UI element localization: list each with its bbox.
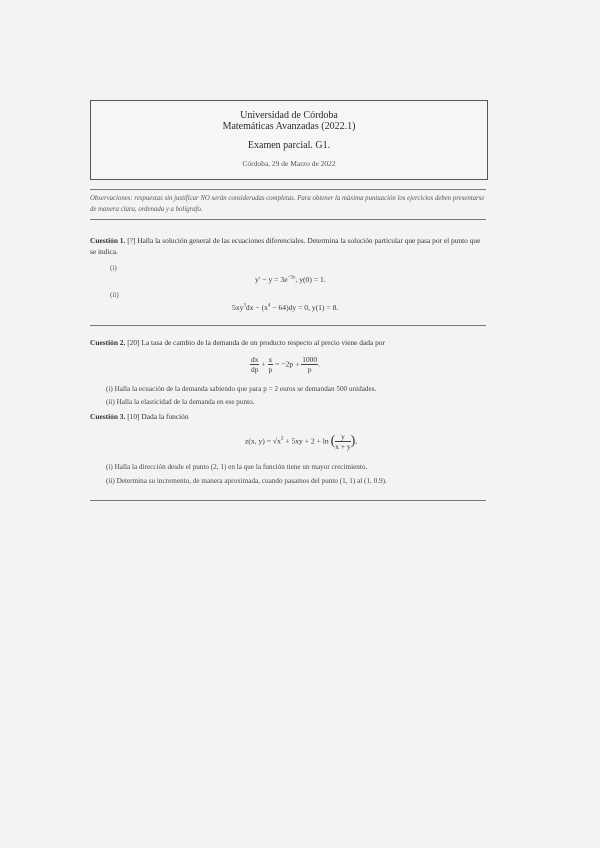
divider-top <box>90 189 486 190</box>
header-box <box>90 100 488 180</box>
exam-date: Córdoba, 29 de Marzo de 2022 <box>242 159 336 168</box>
q1-eq-ii-main: 5xy <box>232 303 244 312</box>
q1-text: Halla la solución general de las ecuaciones diferenciales. Determina la solución particular que pasa por el punto que se indica. <box>90 236 481 256</box>
divider-obs <box>90 219 486 220</box>
q2-mid: = −2p + <box>275 359 300 369</box>
q3-text: Dada la función <box>141 412 189 421</box>
divider-q1 <box>90 325 486 326</box>
q2-points: [20] <box>127 338 140 347</box>
q2-title: Cuestión 2. <box>90 338 126 347</box>
q1-title: Cuestión 1. <box>90 236 126 245</box>
divider-bottom <box>90 500 486 501</box>
q2-plus: + <box>261 359 266 369</box>
university-name: Universidad de Córdoba <box>240 110 338 121</box>
q2-text: La tasa de cambio de la demanda de un producto respecto al precio viene dada por <box>141 338 385 347</box>
q1-eq-ii-rest2: − 64)dy = 0, y(1) = 8. <box>270 303 339 312</box>
q1-label-ii: (ii) <box>110 291 119 299</box>
q1-eq-i-main: y′ − y = 3e <box>255 275 288 284</box>
q2-equation <box>250 355 320 374</box>
q1-equation-i <box>255 275 326 284</box>
q3-fn-mid: + 5xy + 2 + ln <box>283 436 329 446</box>
q3-title: Cuestión 3. <box>90 412 126 421</box>
question-3 <box>90 412 486 423</box>
q2-item-i: (i) Halla la ecuación de la demanda sabiendo que para p = 2 euros se demandan 500 unidades. <box>106 385 377 393</box>
question-2 <box>90 338 486 349</box>
q1-eq-i-cond: , y(0) = 1. <box>295 275 326 284</box>
q2-item-ii: (ii) Halla la elasticidad de la demanda en ese punto. <box>106 398 255 406</box>
q3-fn-end: , <box>355 436 358 446</box>
q3-frac: $\frac{y}{x + y}$ <box>335 432 351 451</box>
question-1 <box>90 236 486 257</box>
exam-title: Examen parcial. G1. <box>247 140 331 151</box>
q3-fn-left: z(x, y) = √x <box>245 436 281 446</box>
q2-frac1: $\frac{dx}{dp}$ <box>251 355 259 374</box>
course-title: Matemáticas Avanzadas (2022.1) <box>222 121 356 132</box>
q3-points: [10] <box>127 412 140 421</box>
q1-equation-ii: $5xy^3dx - (x^4 - 64)dy = 0$, y(1) = 8. <box>232 303 339 312</box>
q1-eq-ii-rest: dx − (x <box>245 303 268 312</box>
q3-function: z(x, $y) = √x^2 + 5xy + 2 + \ln$ ( $\frac{y}{x + y}$ ), <box>245 432 358 451</box>
observations: Observaciones: respuestas sin justificar NO serán consideradas completas. Para obtener la máxima puntuación los ejercicios deben presentarse de manera clara, ordenada y a bolígrafo. <box>90 195 485 213</box>
q1-label-i: (i) <box>110 264 117 272</box>
q2-end: . <box>318 359 320 369</box>
q3-item-ii: (ii) Determina su incremento, de manera aproximada, cuando pasamos del punto (1, 1) al (1, 0.9). <box>106 477 387 485</box>
q1-eq-i-exp: −3x <box>287 275 296 281</box>
q2-frac2: $\frac{x}{p}$ <box>268 355 273 374</box>
q2-frac3: $\frac{1000}{p}$ <box>302 355 318 374</box>
q1-points: [?] <box>127 236 136 245</box>
q3-item-i: (i) Halla la dirección desde el punto (2, 1) en la que la función tiene un mayor crecimiento. <box>106 463 368 471</box>
